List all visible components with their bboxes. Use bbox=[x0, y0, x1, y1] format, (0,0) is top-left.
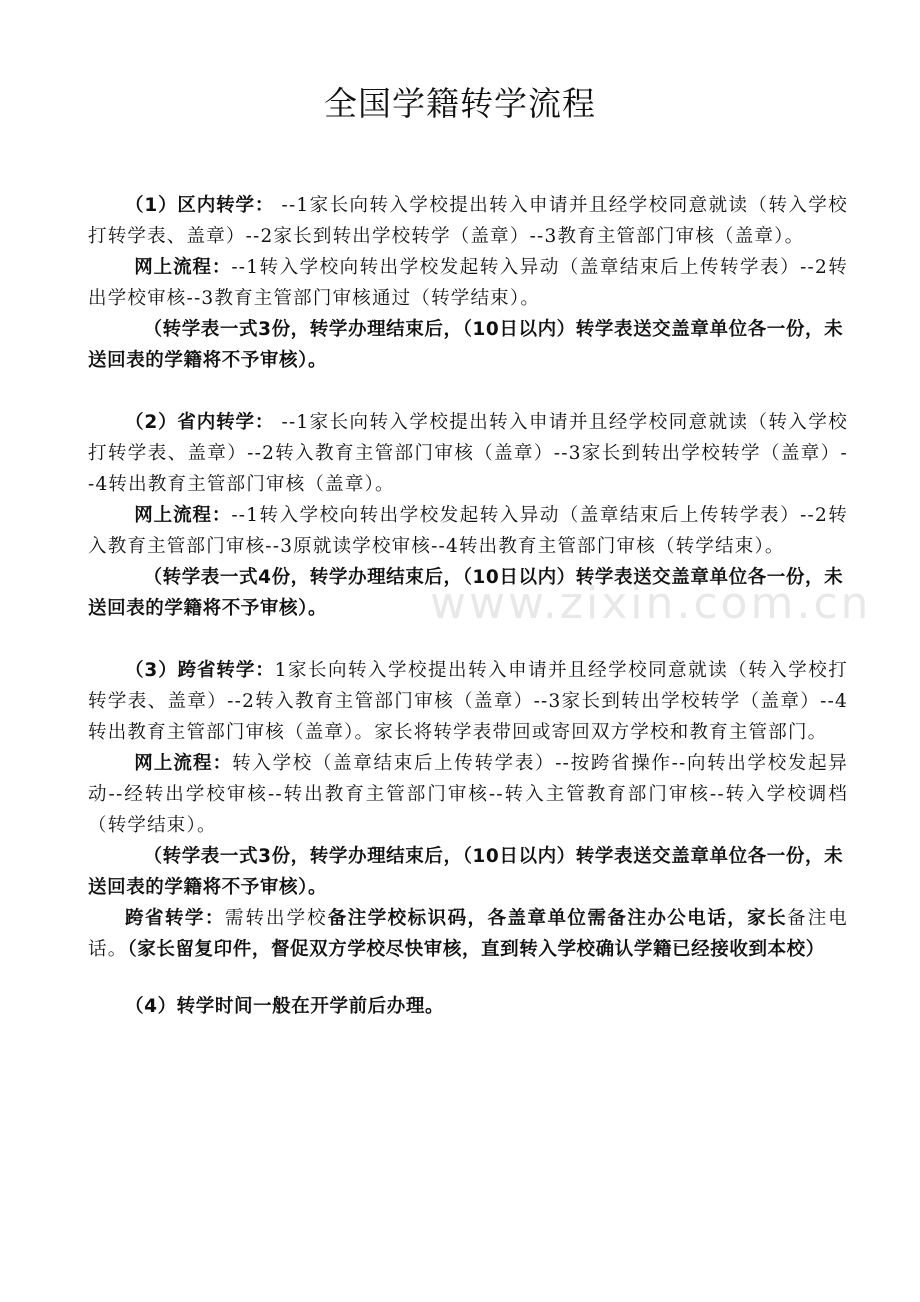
spacer bbox=[88, 965, 848, 991]
section3-online-paragraph bbox=[88, 748, 848, 841]
section3-heading: （3）跨省转学： bbox=[125, 660, 275, 681]
section3-online-label: 网上流程： bbox=[134, 753, 233, 774]
section3-cross-bold2: （家长留复印件，督促双方学校尽快审核，直到转入学校确认学籍已经接收到本校） bbox=[127, 939, 825, 960]
section2-note: （转学表一式4份，转学办理结束后，（10日以内）转学表送交盖章单位各一份，未送回表的学籍将不予审核）。 bbox=[88, 567, 844, 619]
section1-body: --1家长向转入学校提出转入申请并且经学校同意就读（转入学校打转学表、盖章）--2家长到转出学校转学（盖章）--3教育主管部门审核（盖章）。 bbox=[88, 195, 848, 247]
section1-paragraph bbox=[88, 190, 848, 252]
section1-online-paragraph bbox=[88, 252, 848, 314]
spacer bbox=[88, 376, 848, 407]
section2-body: --1家长向转入学校提出转入申请并且经学校同意就读（转入学校打转学表、盖章）--2转入教育主管部门审核（盖章）--3家长到转出学校转学（盖章）--4转出教育主管部门审核（盖章）。 bbox=[88, 412, 848, 495]
page-title: 全国学籍转学流程 bbox=[324, 84, 596, 123]
section3-cross-label: 跨省转学： bbox=[125, 908, 225, 929]
section2-online-body: --1转入学校向转出学校发起转入异动（盖章结束后上传转学表）--2转入教育主管部门审核--3原就读学校审核--4转出教育主管部门审核（转学结束）。 bbox=[88, 505, 848, 557]
section4-paragraph bbox=[88, 991, 848, 1022]
section1-heading: （1）区内转学： bbox=[125, 195, 275, 216]
section1-online-label: 网上流程： bbox=[134, 257, 232, 278]
section3-note: （转学表一式3份，转学办理结束后，（10日以内）转学表送交盖章单位各一份，未送回表的学籍将不予审核）。 bbox=[88, 846, 844, 898]
section2-online-label: 网上流程： bbox=[134, 505, 232, 526]
section3-paragraph bbox=[88, 655, 848, 748]
watermark: www.zixin.com.cn bbox=[430, 578, 872, 629]
section3-cross-plain1: 需转出学校 bbox=[224, 908, 328, 929]
section3-cross-bold1: 备注学校标识码，各盖章单位需备注办公电话，家长 bbox=[327, 908, 788, 929]
section3-online-body: 转入学校（盖章结束后上传转学表）--按跨省操作--向转出学校发起异动--经转出学校审核--转出教育主管部门审核--转入主管教育部门审核--转入学校调档（转学结束）。 bbox=[88, 753, 848, 836]
section3-body: 1家长向转入学校提出转入申请并且经学校同意就读（转入学校打转学表、盖章）--2转入教育主管部门审核（盖章）--3家长到转出学校转学（盖章）--4转出教育主管部门审核（盖章）。家长将转学表带回或寄回双方学校和教育主管部门。 bbox=[88, 660, 848, 743]
section1-note: （转学表一式3份，转学办理结束后，（10日以内）转学表送交盖章单位各一份，未送回表的学籍将不予审核）。 bbox=[88, 319, 844, 371]
section2-online-paragraph bbox=[88, 500, 848, 562]
section2-paragraph bbox=[88, 407, 848, 500]
section1-online-body: --1转入学校向转出学校发起转入异动（盖章结束后上传转学表）--2转出学校审核--3教育主管部门审核通过（转学结束）。 bbox=[88, 257, 848, 309]
section3-cross-plain2: 备注电话。 bbox=[88, 908, 848, 960]
section4-text: （4）转学时间一般在开学前后办理。 bbox=[125, 996, 445, 1017]
section3-cross-paragraph bbox=[88, 903, 848, 965]
section2-heading: （2）省内转学： bbox=[125, 412, 275, 433]
